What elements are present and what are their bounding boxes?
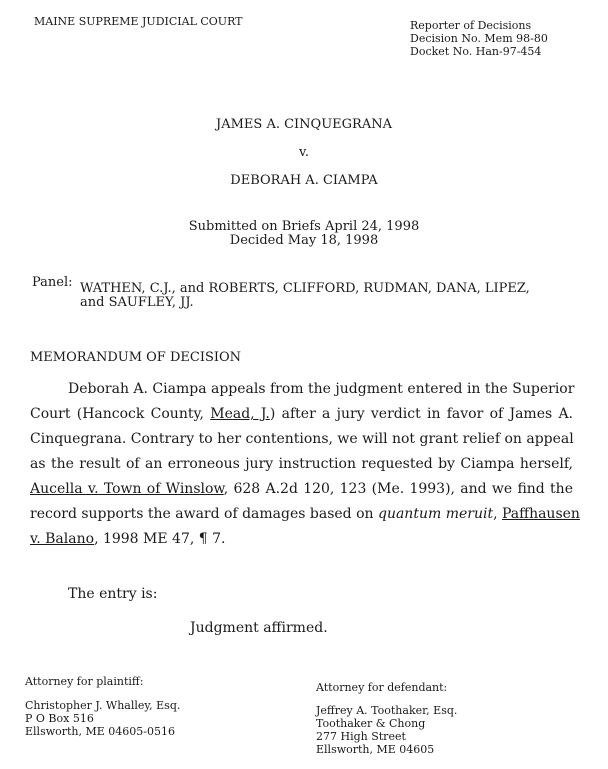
memo-line-1: Deborah A. Ciampa appeals from the judgment entered in the Superior bbox=[68, 381, 575, 397]
case-citation-paffhausen: Paffhausen bbox=[501, 506, 580, 522]
versus: v. bbox=[299, 145, 309, 160]
panel-line-2: and SAUFLEY, JJ. bbox=[80, 295, 194, 310]
memo-body bbox=[30, 377, 580, 552]
defendant-attorney-address-2: Ellsworth, ME 04605 bbox=[316, 743, 435, 756]
memo-line-2: Court (Hancock County, Mead, J.) after a jury verdict in favor of James A. bbox=[30, 406, 574, 422]
reporter-block bbox=[410, 19, 548, 58]
panel-line-1: WATHEN, C.J., and ROBERTS, CLIFFORD, RUDMAN, DANA, LIPEZ, bbox=[80, 281, 530, 296]
defendant-attorney-address-1: 277 High Street bbox=[316, 730, 406, 743]
memo-line-3: Cinquegrana. Contrary to her contentions, we will not grant relief on appeal bbox=[30, 431, 574, 447]
memo-line-4: as the result of an erroneous jury instruction requested by Ciampa herself, bbox=[30, 456, 573, 472]
plaintiff-attorney-block bbox=[25, 699, 180, 738]
reporter-label: Reporter of Decisions bbox=[410, 19, 532, 32]
judge-name: Mead, J. bbox=[210, 406, 270, 422]
plaintiff-attorney-address-2: Ellsworth, ME 04605-0516 bbox=[25, 725, 175, 738]
memo-line-5: Aucella v. Town of Winslow, 628 A.2d 120, 123 (Me. 1993), and we find the bbox=[30, 481, 573, 497]
submitted-date: Submitted on Briefs April 24, 1998 bbox=[188, 219, 420, 234]
memo-line-7: v. Balano, 1998 ME 47, ¶ 7. bbox=[30, 531, 226, 547]
case-citation-aucella: Aucella v. Town of Winslow bbox=[30, 481, 224, 497]
defendant-attorney-firm: Toothaker & Chong bbox=[316, 717, 426, 730]
defendant-name: DEBORAH A. CIAMPA bbox=[230, 173, 378, 188]
decision-number: Decision No. Mem 98-80 bbox=[410, 32, 548, 45]
plaintiff-name: JAMES A. CINQUEGRANA bbox=[216, 117, 392, 132]
judgment-result: Judgment affirmed. bbox=[190, 620, 328, 636]
memo-line-6: record supports the award of damages based on quantum meruit, Paffhausen bbox=[30, 506, 580, 522]
panel-label: Panel: bbox=[32, 275, 73, 290]
court-name: MAINE SUPREME JUDICIAL COURT bbox=[34, 15, 243, 28]
defendant-attorney-name: Jeffrey A. Toothaker, Esq. bbox=[316, 704, 458, 717]
defendant-attorney-label: Attorney for defendant: bbox=[316, 681, 448, 694]
defendant-attorney-block bbox=[316, 704, 457, 756]
plaintiff-attorney-name: Christopher J. Whalley, Esq. bbox=[25, 699, 181, 712]
legal-term: quantum meruit bbox=[377, 506, 494, 522]
memo-heading: MEMORANDUM OF DECISION bbox=[30, 350, 242, 365]
docket-number: Docket No. Han-97-454 bbox=[410, 45, 542, 58]
case-citation-balano: v. Balano bbox=[30, 531, 95, 547]
decided-date: Decided May 18, 1998 bbox=[229, 233, 379, 248]
entry-label: The entry is: bbox=[68, 586, 158, 602]
plaintiff-attorney-label: Attorney for plaintiff: bbox=[25, 675, 144, 688]
plaintiff-attorney-address-1: P O Box 516 bbox=[25, 712, 94, 725]
